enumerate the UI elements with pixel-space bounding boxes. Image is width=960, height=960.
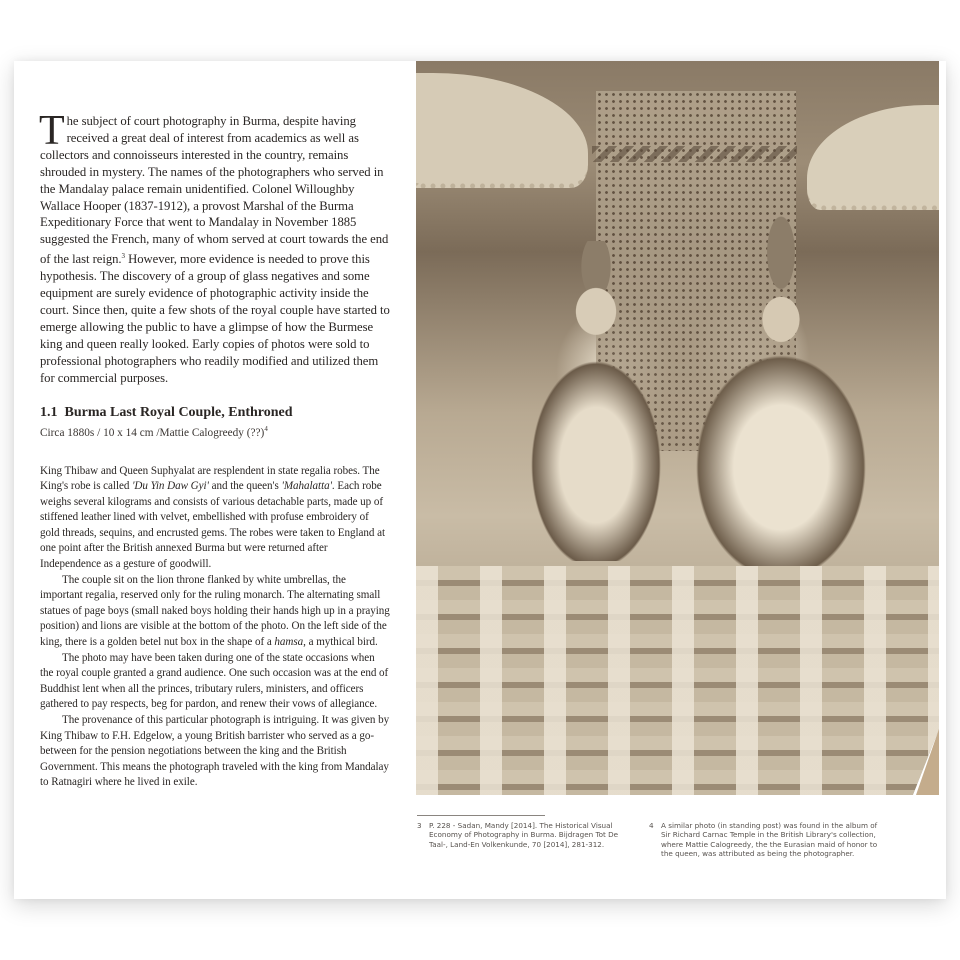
entry-title-text: Burma Last Royal Couple, Enthroned bbox=[64, 404, 293, 420]
royal-couple-photograph bbox=[416, 61, 939, 795]
entry-title bbox=[40, 404, 390, 422]
king-figure bbox=[686, 201, 876, 571]
intro-text-a: he subject of court photography in Burma, despite having received a great deal of interest from academics as well as collectors and connoisseurs interested in the country, remains shrouded in mystery. The names of the photographers who served in the Mandalay palace remain unidentified. Colonel Willoughby Wallace Hooper (1837-1912), a provost Marshal of the Burma Expeditionary Force that went to Mandalay in November 1885 suggested the French, many of whom served at court towards the end of the last reign. bbox=[40, 114, 389, 267]
footnote-ref-4[interactable]: 4 bbox=[264, 424, 268, 433]
footnote-4 bbox=[649, 821, 887, 859]
intro-paragraph bbox=[39, 108, 390, 387]
queen-robe-name: 'Mahalatta' bbox=[281, 480, 332, 493]
footnote-text: P. 228 - Sadan, Mandy [2014]. The Historical Visual Economy of Photography in Burma. Bijdragen Tot De Taal-, Land-En Volkenkunde, 70 [2014], 281-312. bbox=[429, 821, 619, 849]
white-umbrella-left bbox=[416, 73, 588, 188]
intro-text-b: However, more evidence is needed to prove this hypothesis. The discovery of a group of glass negatives and some equipment are surely evidence of photographic activity inside the court. Since then, quite a few shots of the royal couple have started to emerge allowing the public to have a glimpse of how the Burmese king and queen really looked. Early copies of photos were sold to professional photographers who readily modified and utilized them for commercial purposes. bbox=[40, 252, 390, 385]
left-page bbox=[39, 108, 390, 791]
hamsa-term: hamsa bbox=[274, 636, 304, 649]
book-spread bbox=[14, 61, 946, 899]
body-paragraph-2 bbox=[40, 573, 390, 651]
queen-figure bbox=[521, 241, 671, 561]
entry-body bbox=[40, 464, 390, 791]
footnote-number: 4 bbox=[649, 821, 654, 830]
white-umbrella-right bbox=[807, 105, 939, 210]
entry-meta bbox=[40, 422, 390, 440]
footnote-ref-3[interactable]: 3 bbox=[121, 252, 125, 261]
body-paragraph-3: The photo may have been taken during one of the state occasions when the royal couple granted a grand audience. One such occasion was at the end of Buddhist lent when all the princes, tributary rulers, ministers, and officers gathered to pay respects, beg for pardon, and renew their vows of allegiance. bbox=[40, 651, 389, 711]
body-paragraph-1 bbox=[40, 464, 390, 573]
throne-triangle-border bbox=[592, 146, 797, 162]
entry-number: 1.1 bbox=[40, 404, 58, 420]
p1-text-b: and the queen's bbox=[208, 480, 282, 493]
p1-text-c: . Each robe weighs several kilograms and consists of various detachable parts, made up of stiffened leather lined with velvet, embellished with profuse embroidery of gold threads, sequins, and encrusted gems. The robes were taken to England at one point after the British annexed Burma but were returned after Independence as a gesture of goodwill. bbox=[40, 480, 385, 571]
footnote-text: A similar photo (in standing post) was found in the album of Sir Richard Carnac Temple in the British Library's collection, where Mattie Calogreedy, the the Eurasian maid of honor to the queen, was attributed as being the photographer. bbox=[661, 821, 878, 859]
footnote-rule bbox=[417, 815, 545, 816]
body-paragraph-4: The provenance of this particular photograph is intriguing. It was given by King Thibaw to F.H. Edgelow, a young British barrister who served as a go-between for the pension negotiations between the king and the British Government. This means the photograph traveled with the king from Mandalay to Ratnagiri where he lived in exile. bbox=[40, 714, 390, 789]
throne-base-statues bbox=[416, 566, 939, 795]
p2-text-a: The couple sit on the lion throne flanked by white umbrellas, the important regalia, reserved only for the ruling monarch. The alternating small statues of page boys (small naked boys holding their hands high up in a praying position) and lions are visible at the bottom of the photo. On the left side of the king, there is a golden betel nut box in the shape of a bbox=[40, 573, 390, 649]
entry-meta-text: Circa 1880s / 10 x 14 cm /Mattie Calogreedy (??) bbox=[40, 426, 265, 439]
p1-text-a: King Thibaw and Queen Suphyalat are resplendent in state regalia robes. The King's robe is called bbox=[40, 464, 380, 493]
footnote-number: 3 bbox=[417, 821, 422, 830]
p2-text-b: , a mythical bird. bbox=[303, 636, 378, 649]
drop-cap: T bbox=[39, 108, 65, 154]
footnote-3 bbox=[417, 821, 632, 849]
king-robe-name: 'Du Yin Daw Gyi' bbox=[132, 480, 209, 493]
